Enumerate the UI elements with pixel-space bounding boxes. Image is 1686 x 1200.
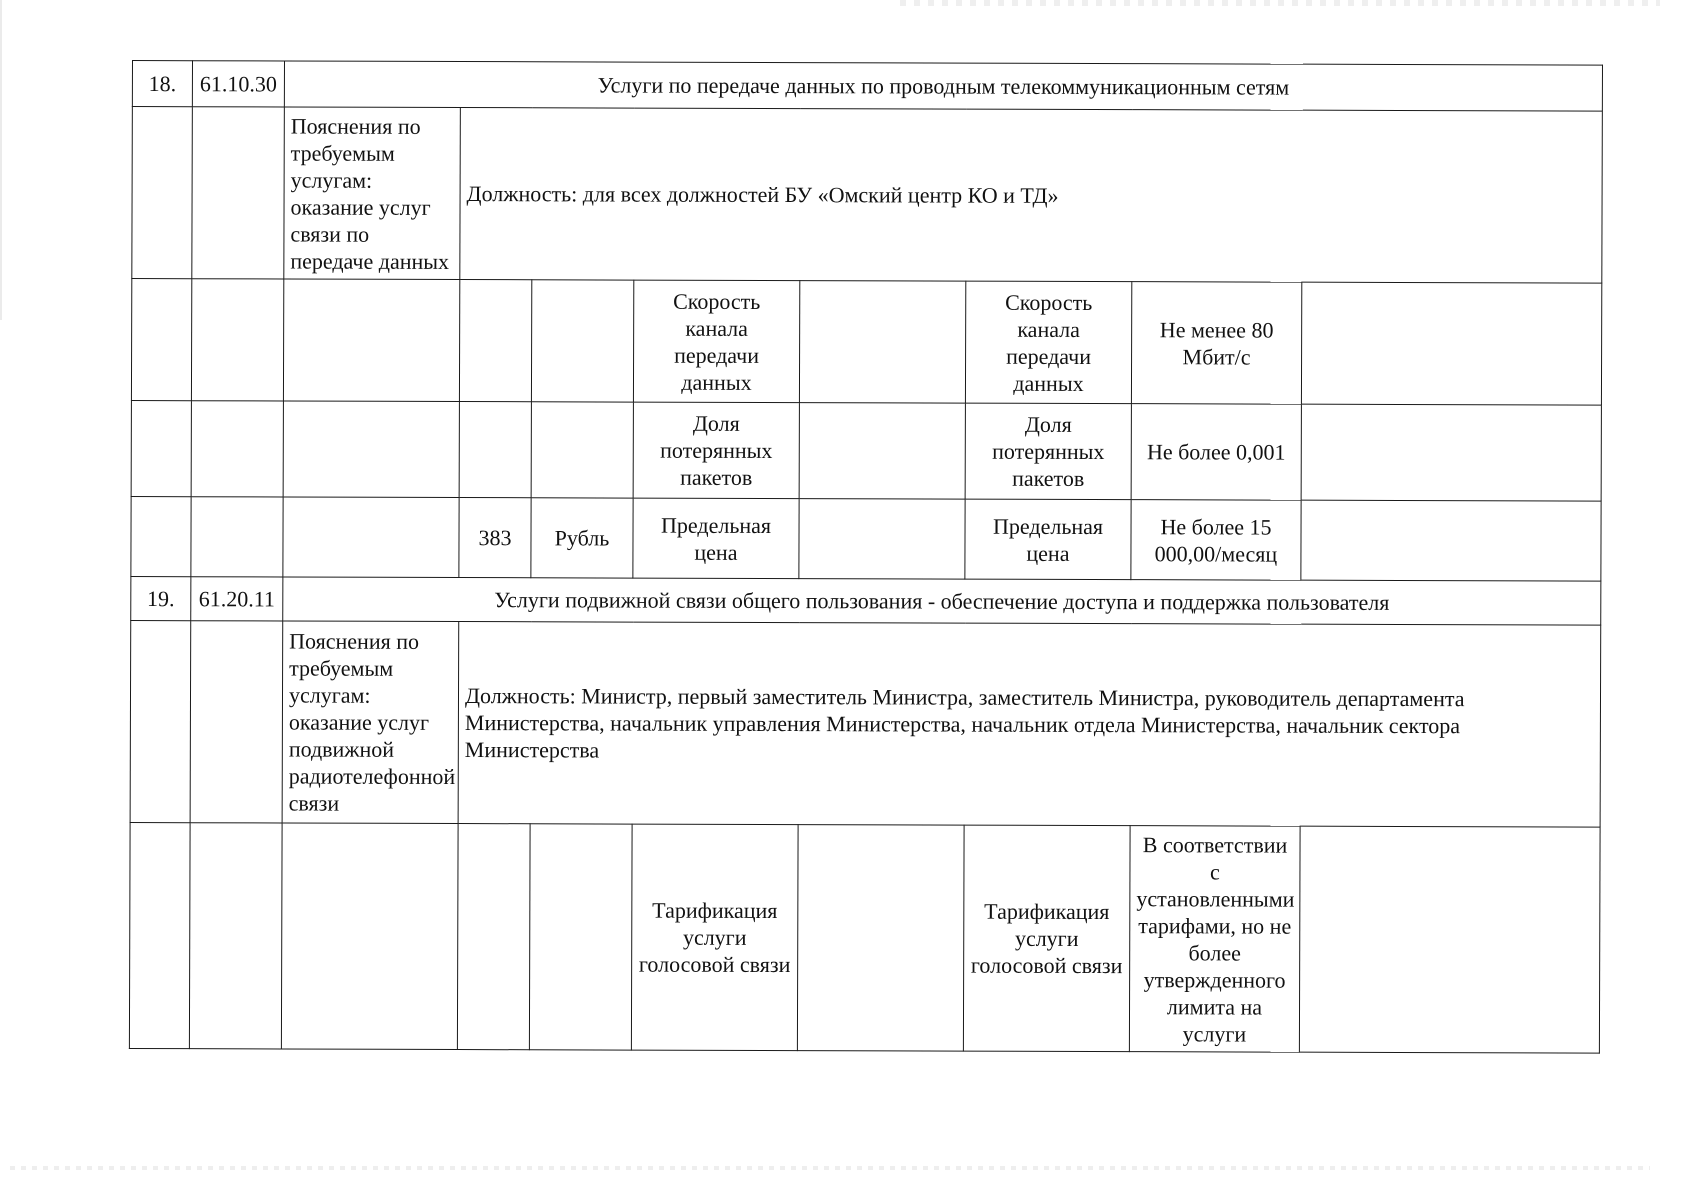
row-number: 18. bbox=[132, 61, 192, 107]
characteristic-name-2: Предельная цена bbox=[965, 499, 1131, 580]
table-row bbox=[131, 576, 1601, 625]
table-row bbox=[129, 822, 1600, 1053]
characteristic-name-2: Скорость канала передачи данных bbox=[965, 281, 1131, 404]
empty-cell bbox=[281, 823, 458, 1050]
empty-cell bbox=[283, 401, 459, 498]
scan-edge-bottom bbox=[10, 1166, 1650, 1170]
empty-cell bbox=[132, 107, 193, 279]
rationale-cell bbox=[1301, 500, 1601, 581]
service-explanation: Пояснения по требуемым услугам: оказание услуг связи по передаче данных bbox=[284, 107, 461, 280]
characteristic-value bbox=[799, 499, 965, 580]
okpd2-code: 61.20.11 bbox=[191, 577, 283, 621]
okei-code bbox=[459, 402, 531, 498]
services-table bbox=[129, 60, 1603, 1054]
table-row bbox=[131, 279, 1601, 406]
empty-cell bbox=[192, 107, 285, 279]
characteristic-value-2: В соответствии с установленными тарифами, но не более утвержденного лимита на услуги bbox=[1129, 826, 1300, 1053]
empty-cell bbox=[191, 279, 283, 401]
empty-cell bbox=[190, 621, 283, 823]
position-text: Должность: для всех должностей БУ «Омский центр КО и ТД» bbox=[460, 108, 1603, 284]
scan-edge-left bbox=[0, 0, 2, 320]
service-title: Услуги по передаче данных по проводным телекоммуникационным сетям bbox=[284, 61, 1602, 111]
empty-cell bbox=[131, 279, 191, 401]
okei-code: 383 bbox=[459, 498, 531, 578]
empty-cell bbox=[191, 497, 283, 577]
okpd2-code: 61.10.30 bbox=[192, 61, 284, 107]
rationale-cell bbox=[1299, 826, 1600, 1053]
okei-code bbox=[459, 280, 531, 402]
characteristic-value-2: Не менее 80 Мбит/с bbox=[1131, 282, 1301, 405]
table-row bbox=[132, 61, 1602, 112]
empty-cell bbox=[283, 497, 459, 578]
characteristic-name: Предельная цена bbox=[633, 498, 799, 579]
rationale-cell bbox=[1301, 404, 1601, 501]
empty-cell bbox=[131, 400, 191, 496]
rationale-cell bbox=[1301, 282, 1601, 405]
unit-name bbox=[531, 280, 633, 402]
characteristic-value-2: Не более 15 000,00/месяц bbox=[1131, 500, 1301, 581]
characteristic-value bbox=[797, 825, 964, 1052]
characteristic-value bbox=[799, 403, 965, 500]
table-row bbox=[132, 107, 1603, 284]
characteristic-value bbox=[799, 281, 965, 404]
characteristic-name: Доля потерянных пакетов bbox=[633, 402, 799, 499]
service-explanation: Пояснения по требуемым услугам: оказание услуг подвижной радиотелефонной связи bbox=[282, 621, 459, 824]
empty-cell bbox=[130, 620, 191, 822]
table-row bbox=[131, 400, 1601, 501]
okei-code bbox=[457, 824, 530, 1050]
characteristic-value-2: Не более 0,001 bbox=[1131, 404, 1301, 501]
unit-name bbox=[529, 824, 632, 1050]
empty-cell bbox=[131, 496, 191, 576]
row-number: 19. bbox=[131, 576, 191, 620]
position-text: Должность: Министр, первый заместитель Министра, заместитель Министра, руководитель департамента Министерства, начальник управления Министерства, начальник отдела Министерства, начальник сектора Министерства bbox=[458, 622, 1601, 828]
document-page bbox=[129, 60, 1602, 1054]
characteristic-name: Скорость канала передачи данных bbox=[633, 280, 799, 403]
characteristic-name-2: Тарификация услуги голосовой связи bbox=[963, 825, 1130, 1052]
unit-name bbox=[531, 402, 633, 498]
table-row bbox=[130, 620, 1601, 827]
empty-cell bbox=[129, 822, 190, 1048]
empty-cell bbox=[283, 279, 459, 402]
unit-name: Рубль bbox=[531, 498, 633, 578]
scan-edge-top bbox=[900, 0, 1660, 6]
characteristic-name-2: Доля потерянных пакетов bbox=[965, 403, 1131, 500]
table-row bbox=[131, 496, 1601, 581]
empty-cell bbox=[189, 823, 282, 1049]
empty-cell bbox=[191, 401, 283, 497]
service-title: Услуги подвижной связи общего пользования - обеспечение доступа и поддержка пользователя bbox=[283, 577, 1601, 625]
characteristic-name: Тарификация услуги голосовой связи bbox=[631, 824, 798, 1051]
